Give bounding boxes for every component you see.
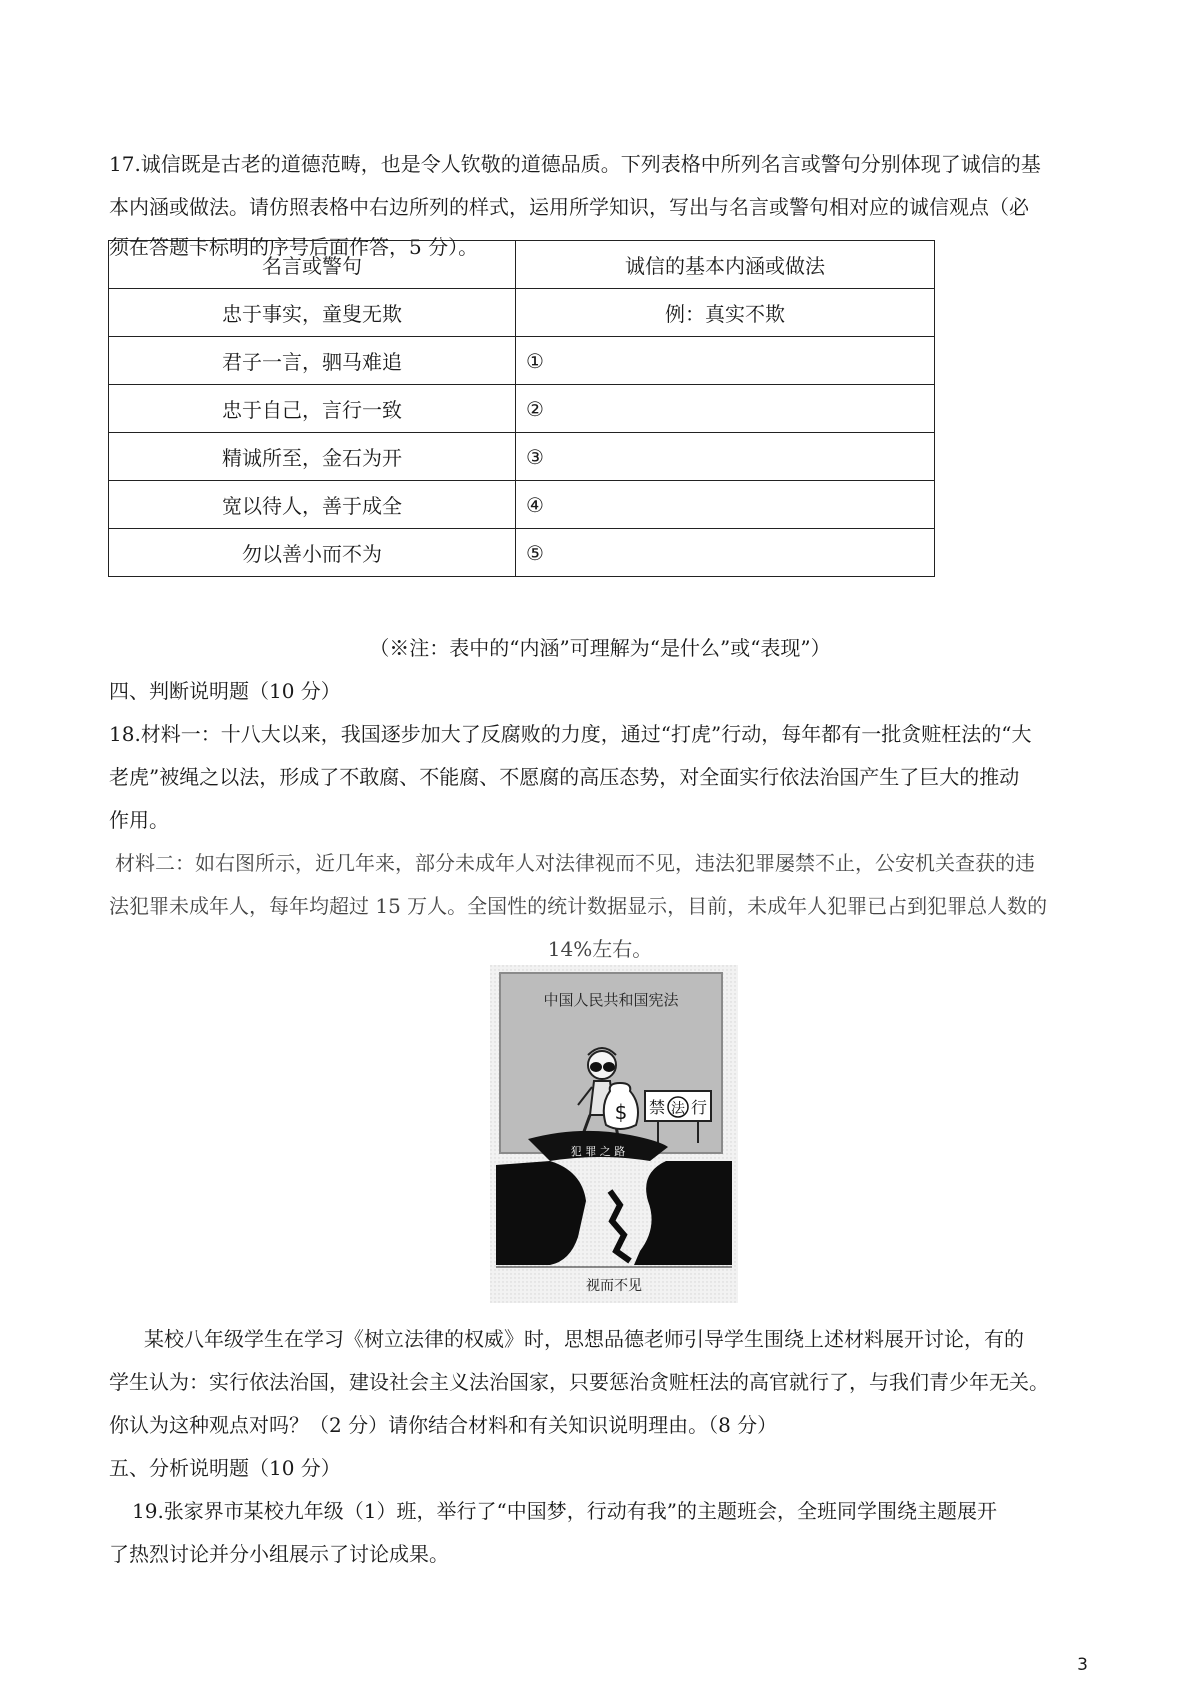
bag-symbol: $ [614,1100,628,1124]
q18-material1-line-3: 作用。 [109,808,169,832]
table-row [109,433,935,481]
q17-line-3: 须在答题卡标明的序号后面作答，5 分）。 [109,235,479,259]
q18-material2-line-3: 14%左右。 [547,937,653,961]
section-heading-4: 四、判断说明题（10 分） [109,679,341,703]
table-cell-answer: ④ [516,481,935,529]
section-heading-5: 五、分析说明题（10 分） [109,1456,341,1480]
table-cell-answer: ⑤ [516,529,935,577]
sign-char-2: 法 [671,1101,685,1117]
cartoon-caption: 视而不见 [586,1278,642,1294]
sign-char-1: 禁 [648,1098,666,1117]
path-label: 犯 罪 之 路 [570,1145,626,1158]
cartoon-illustration [490,965,738,1303]
q18-material1-line-1: 18.材料一：十八大以来，我国逐步加大了反腐败的力度，通过“打虎”行动，每年都有一批贪赃枉法的“大 [109,722,1032,746]
table-cell-quote: 勿以善小而不为 [109,529,516,577]
table-cell-answer: ① [516,337,935,385]
q17-line-2: 本内涵或做法。请仿照表格中右边所列的样式，运用所学知识，写出与名言或警句相对应的诚信观点（必 [109,195,1029,219]
table-header-answer: 诚信的基本内涵或做法 [516,241,935,289]
table-cell-quote: 忠于事实，童叟无欺 [109,289,516,337]
book-title: 中国人民共和国宪法 [543,991,679,1009]
table-row [109,481,935,529]
table-header-row [109,241,935,289]
q19-line-1: 19.张家界市某校九年级（1）班，举行了“中国梦，行动有我”的主题班会，全班同学围绕主题展开 [132,1499,997,1523]
table-header-quote: 名言或警句 [109,241,516,289]
table-cell-quote: 君子一言，驷马难追 [109,337,516,385]
table-cell-quote: 忠于自己，言行一致 [109,385,516,433]
table-note: （※注：表中的“内涵”可理解为“是什么”或“表现”） [369,636,831,660]
table-row [109,529,935,577]
table-row [109,337,935,385]
q19-line-2: 了热烈讨论并分小组展示了讨论成果。 [109,1542,449,1566]
honesty-table [108,240,935,577]
table-cell-answer: ② [516,385,935,433]
q17-line-1: 17.诚信既是古老的道德范畴，也是令人钦敬的道德品质。下列表格中所列名言或警句分别体现了诚信的基 [109,152,1041,176]
table-cell-quote: 宽以待人，善于成全 [109,481,516,529]
table-row [109,289,935,337]
table-row [109,385,935,433]
q18-material1-line-2: 老虎”被绳之以法，形成了不敢腐、不能腐、不愿腐的高压态势，对全面实行依法治国产生了巨大的推动 [109,765,1020,789]
page-number: 3 [1077,1655,1088,1675]
q18-question-line-2: 学生认为：实行依法治国，建设社会主义法治国家，只要惩治贪赃枉法的高官就行了，与我们青少年无关。 [109,1370,1049,1394]
table-cell-answer: 例：真实不欺 [516,289,935,337]
q18-question-line-1: 某校八年级学生在学习《树立法律的权威》时，思想品德老师引导学生围绕上述材料展开讨论，有的 [144,1327,1024,1351]
sign-char-3: 行 [690,1098,708,1117]
q18-material2-line-2: 法犯罪未成年人，每年均超过 15 万人。全国性的统计数据显示，目前，未成年人犯罪已占到犯罪总人数的 [109,894,1048,918]
q18-question-line-3: 你认为这种观点对吗？（2 分）请你结合材料和有关知识说明理由。（8 分） [109,1413,778,1437]
q18-material2-line-1: 材料二：如右图所示，近几年来，部分未成年人对法律视而不见，违法犯罪屡禁不止，公安机关查获的违 [115,851,1035,875]
table-cell-quote: 精诚所至，金石为开 [109,433,516,481]
table-cell-answer: ③ [516,433,935,481]
